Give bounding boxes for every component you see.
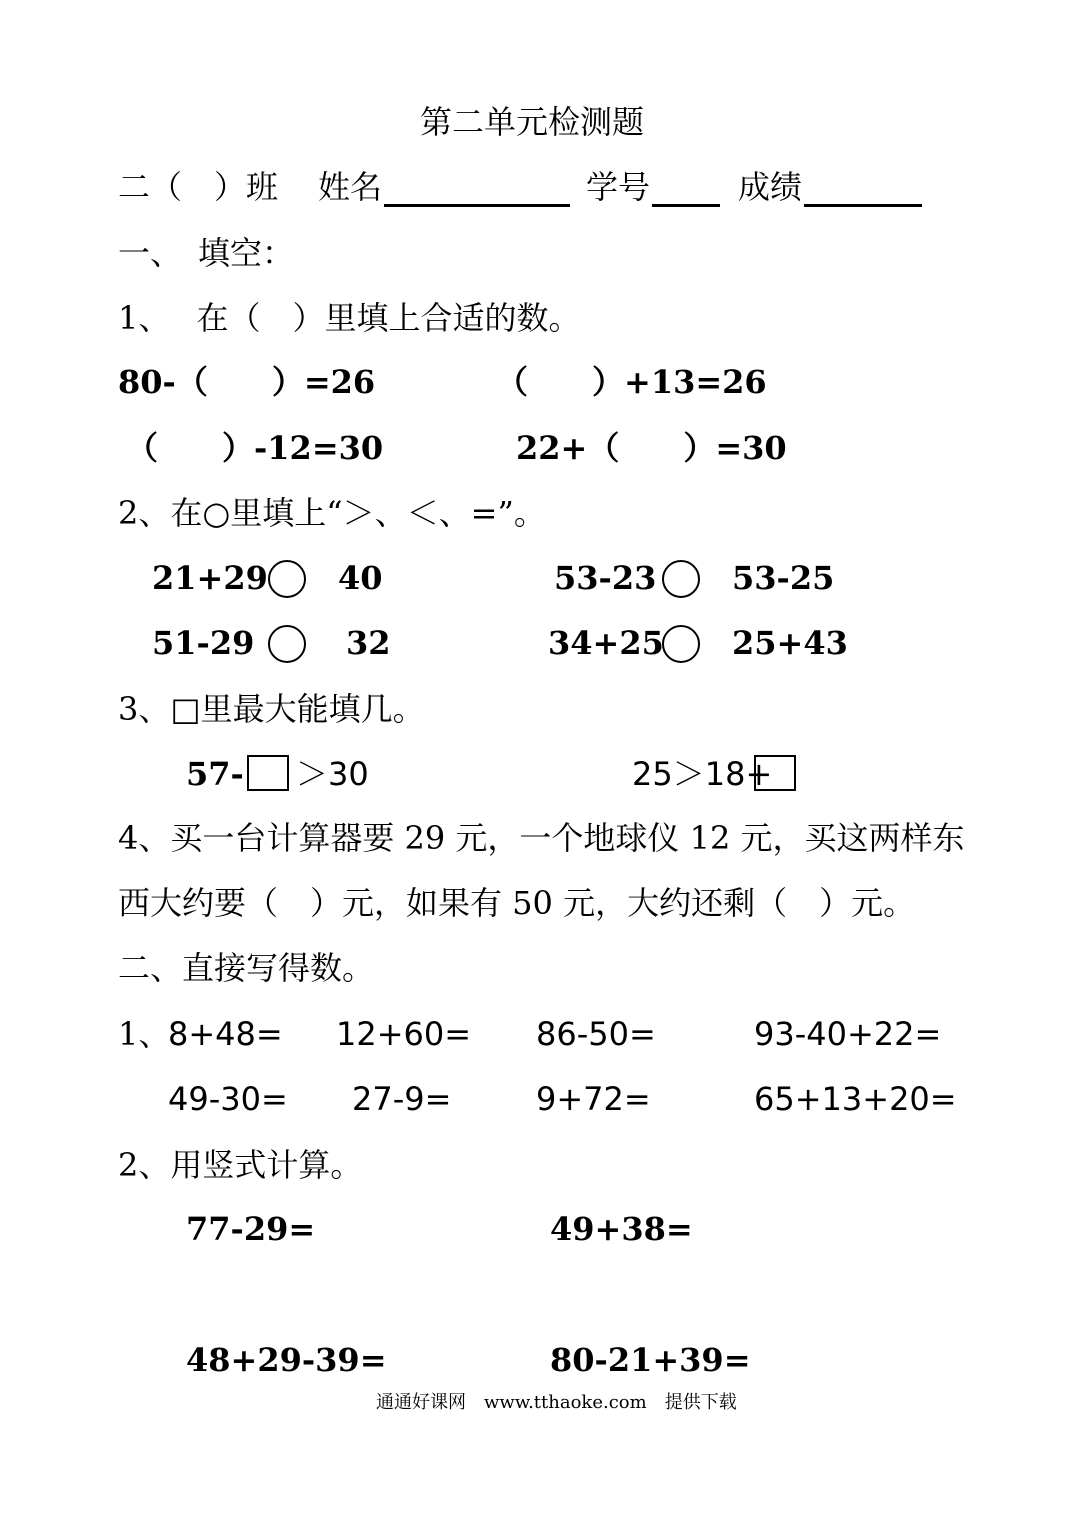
answer-box[interactable]: [247, 755, 289, 791]
s2-q2-prompt: 2、用竖式计算。: [118, 1146, 363, 1184]
vertical-item: 48+29-39=: [186, 1341, 387, 1379]
q2-r1-left: 21+29: [152, 559, 268, 597]
q2-r1-left2: 53-23: [554, 559, 657, 597]
q3-b-pre: 25＞18+: [632, 755, 773, 793]
oral-item: 49-30=: [168, 1080, 288, 1118]
oral-item: 65+13+20=: [754, 1080, 957, 1118]
oral-item: 9+72=: [536, 1080, 651, 1118]
compare-circle[interactable]: [268, 560, 306, 598]
s2-q1-prefix: 1、: [118, 1015, 171, 1053]
class-label: 二（ ）班: [118, 168, 279, 206]
q2-r1-right: 40: [338, 559, 383, 597]
compare-circle[interactable]: [268, 625, 306, 663]
section1-heading: 一、 填空：: [118, 234, 295, 272]
q1-prompt: 1、 在（ ）里填上合适的数。: [118, 299, 581, 337]
oral-item: 86-50=: [536, 1015, 656, 1053]
q1-item-4: 22+（ ）=30: [516, 429, 787, 467]
number-blank[interactable]: [652, 172, 720, 207]
q4-line2: 西大约要（ ）元，如果有 50 元，大约还剩（ ）元。: [118, 884, 916, 922]
answer-box[interactable]: [754, 755, 796, 791]
compare-circle[interactable]: [662, 560, 700, 598]
name-label: 姓名: [318, 168, 383, 206]
q3-prompt: 3、□里最大能填几。: [118, 690, 425, 728]
score-label: 成绩: [738, 168, 803, 206]
score-blank[interactable]: [804, 172, 922, 207]
oral-item: 27-9=: [352, 1080, 452, 1118]
q2-r2-left2: 34+25: [548, 624, 664, 662]
vertical-item: 77-29=: [186, 1210, 316, 1248]
oral-item: 93-40+22=: [754, 1015, 942, 1053]
compare-circle[interactable]: [662, 625, 700, 663]
oral-item: 8+48=: [168, 1015, 283, 1053]
q2-r2-right2: 25+43: [732, 624, 848, 662]
q2-r2-left: 51-29: [152, 624, 255, 662]
q1-item-1: 80-（ ）=26: [118, 363, 376, 401]
oral-item: 12+60=: [336, 1015, 472, 1053]
name-blank[interactable]: [384, 172, 570, 207]
q1-item-3: （ ）-12=30: [126, 429, 384, 467]
q2-r2-right: 32: [346, 624, 391, 662]
q3-a-post: ＞30: [296, 755, 369, 793]
q4-line1: 4、买一台计算器要 29 元，一个地球仪 12 元，买这两样东: [118, 819, 965, 857]
q1-item-2: （ ）+13=26: [496, 363, 767, 401]
q3-a-pre: 57-: [186, 755, 244, 793]
q2-prompt: 2、在○里填上“＞、＜、=”。: [118, 494, 546, 532]
vertical-item: 49+38=: [550, 1210, 693, 1248]
q2-r1-right2: 53-25: [732, 559, 835, 597]
vertical-item: 80-21+39=: [550, 1341, 751, 1379]
section2-heading: 二、直接写得数。: [118, 949, 375, 987]
footer-text: 通通好课网 www.tthaoke.com 提供下载: [376, 1392, 737, 1413]
page-title: 第二单元检测题: [420, 103, 645, 141]
number-label: 学号: [586, 168, 651, 206]
